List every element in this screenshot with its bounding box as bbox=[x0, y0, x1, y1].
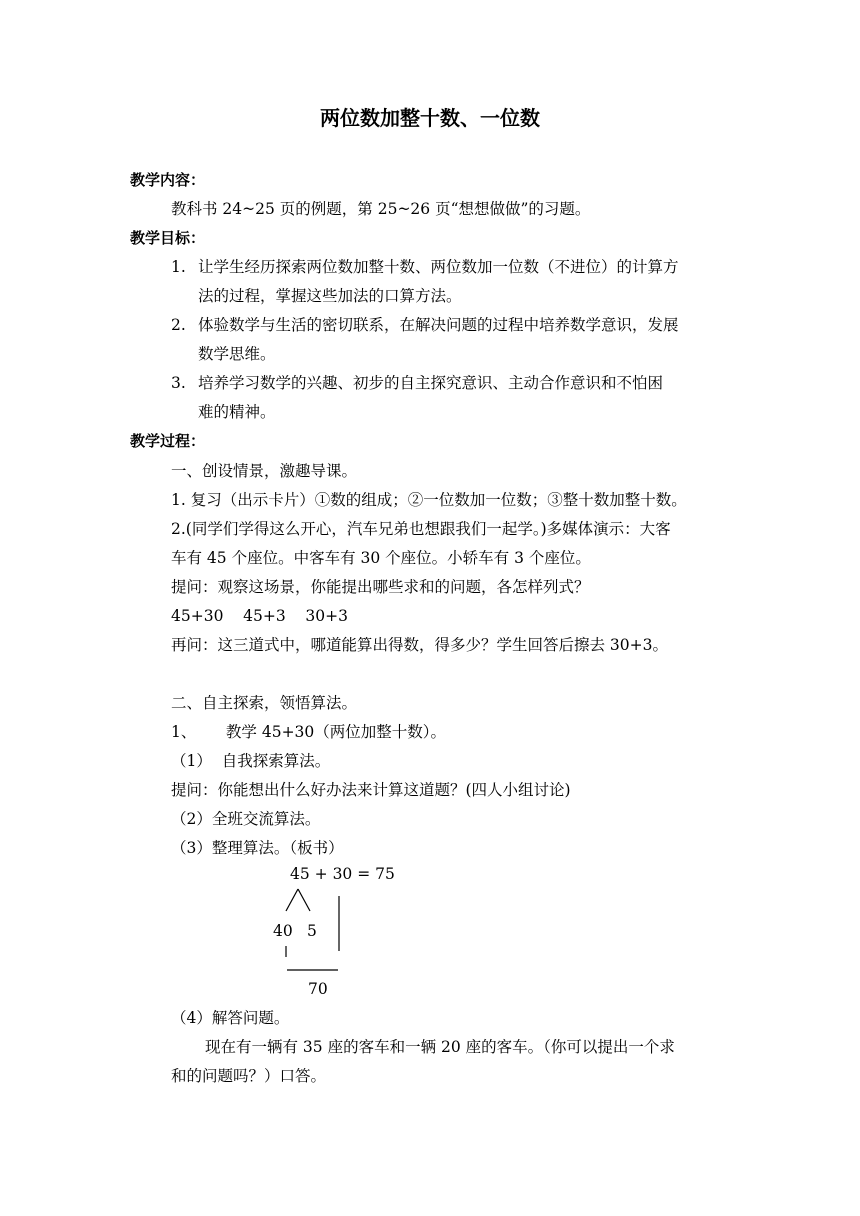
diagram-result: 70 bbox=[308, 980, 328, 998]
step-1-explore: （1） 自我探索算法。 bbox=[171, 752, 331, 770]
content-heading: 教学内容： bbox=[130, 171, 206, 189]
section-one-title: 一、创设情景，激趣导课。 bbox=[171, 462, 358, 480]
content-text: 教科书 24~25 页的例题，第 25~26 页“想想做做”的习题。 bbox=[171, 200, 591, 218]
goal-text-1-line2: 法的过程，掌握这些加法的口算方法。 bbox=[198, 287, 462, 305]
teach-item-1: 1、 教学 45+30（两位加整十数）。 bbox=[171, 723, 447, 741]
expressions-line: 45+30 45+3 30+3 bbox=[171, 607, 348, 625]
goal-text-3-line2: 难的精神。 bbox=[198, 403, 276, 421]
diagram-right-part: 5 bbox=[307, 922, 317, 940]
goal-number-1: 1. bbox=[171, 258, 186, 276]
goal-text-1-line1: 让学生经历探索两位数加整十数、两位数加一位数（不进位）的计算方 bbox=[198, 258, 679, 276]
section-two-title: 二、自主探索，领悟算法。 bbox=[171, 694, 358, 712]
goal-text-2-line2: 数学思维。 bbox=[198, 345, 276, 363]
media-demo-line1: 2.(同学们学得这么开心，汽车兄弟也想跟我们一起学。)多媒体演示：大客 bbox=[171, 520, 671, 538]
step-4-answer: （4）解答问题。 bbox=[171, 1009, 290, 1027]
goal-text-2-line1: 体验数学与生活的密切联系，在解决问题的过程中培养数学意识，发展 bbox=[198, 316, 679, 334]
answer-text-line2: 和的问题吗？）口答。 bbox=[171, 1067, 327, 1085]
diagram-equation: 45 + 30 = 75 bbox=[290, 865, 395, 883]
goal-number-3: 3. bbox=[171, 374, 186, 392]
goal-text-3-line1: 培养学习数学的兴趣、初步的自主探究意识、主动合作意识和不怕困 bbox=[198, 374, 664, 392]
goal-number-2: 2. bbox=[171, 316, 186, 334]
discussion-prompt: 提问：你能想出什么好办法来计算这道题？(四人小组讨论) bbox=[171, 781, 571, 799]
page-title: 两位数加整十数、一位数 bbox=[320, 106, 540, 130]
step-3-organize: （3）整理算法。（板书） bbox=[171, 839, 344, 857]
followup-question-line: 再问：这三道式中，哪道能算出得数，得多少？学生回答后擦去 30+3。 bbox=[171, 636, 669, 654]
step-2-share: （2）全班交流算法。 bbox=[171, 810, 321, 828]
process-heading: 教学过程： bbox=[130, 432, 206, 450]
answer-text-line1: 现在有一辆有 35 座的客车和一辆 20 座的客车。（你可以提出一个求 bbox=[205, 1038, 675, 1056]
goals-heading: 教学目标： bbox=[130, 229, 206, 247]
review-line: 1. 复习（出示卡片）①数的组成；②一位数加一位数；③整十数加整十数。 bbox=[171, 491, 687, 509]
media-demo-line2: 车有 45 个座位。中客车有 30 个座位。小轿车有 3 个座位。 bbox=[171, 549, 591, 567]
question-line: 提问：观察这场景，你能提出哪些求和的问题，各怎样列式？ bbox=[171, 578, 590, 596]
diagram-left-part: 40 bbox=[273, 922, 293, 940]
